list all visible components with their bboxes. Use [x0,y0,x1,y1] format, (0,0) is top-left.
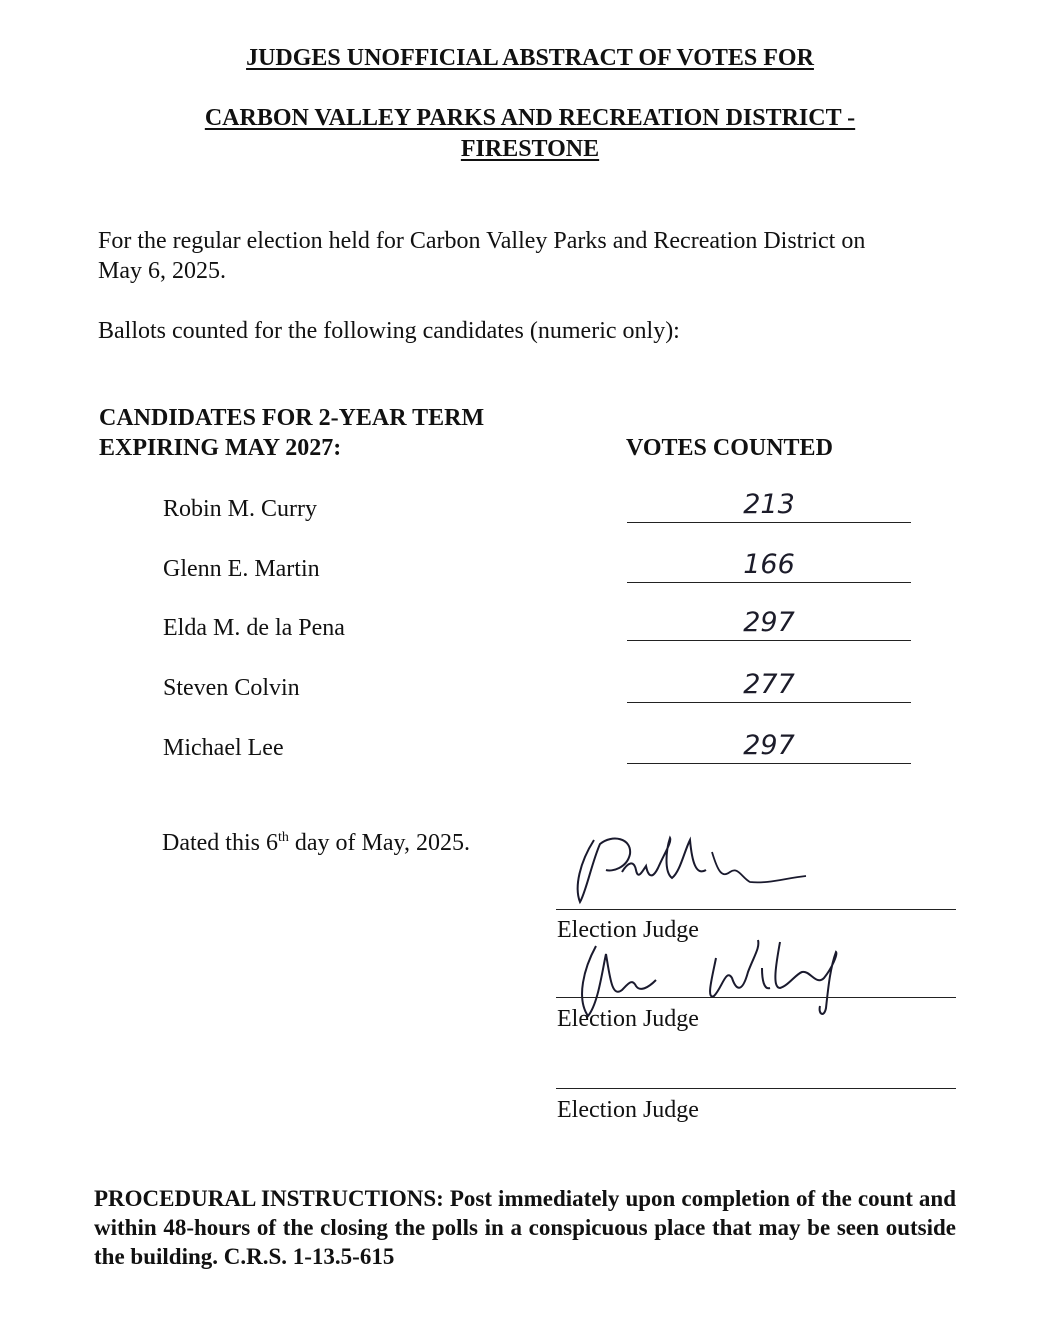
candidate-name: Steven Colvin [163,675,300,701]
vote-line [627,604,911,641]
intro-line2: May 6, 2025. [98,258,226,284]
candidate-name: Michael Lee [163,735,284,761]
election-judge-label-1: Election Judge [557,917,699,943]
dated-suffix: day of May, 2025. [288,830,470,856]
vote-count: 166 [743,549,795,580]
candidates-header-line2: EXPIRING MAY 2027: [99,435,342,461]
vote-line [627,727,911,764]
signature-line-1 [556,909,956,910]
vote-line [627,486,911,523]
ballots-line: Ballots counted for the following candidates (numeric only): [98,318,680,344]
election-judge-label-2: Election Judge [557,1006,699,1032]
signature-line-3 [556,1088,956,1089]
vote-count: 297 [743,607,795,638]
vote-line [627,666,911,703]
intro-line1: For the regular election held for Carbon Valley Parks and Recreation District on [98,228,866,254]
vote-count: 213 [743,489,795,520]
signature-1 [572,832,812,912]
vote-count: 277 [743,669,795,700]
dated-line [162,823,470,858]
candidates-header-line1: CANDIDATES FOR 2-YEAR TERM [99,405,485,431]
candidate-name: Elda M. de la Pena [163,615,345,641]
signature-line-2 [556,997,956,998]
dated-ordinal: th [277,830,289,845]
document-title-line3: FIRESTONE [460,136,600,162]
vote-count: 297 [743,730,795,761]
candidate-name: Robin M. Curry [163,496,318,522]
election-judge-label-3: Election Judge [557,1097,699,1123]
candidate-name: Glenn E. Martin [163,556,320,582]
votes-header: VOTES COUNTED [626,435,833,461]
dated-prefix: Dated this 6 [162,830,278,856]
procedural-instructions: PROCEDURAL INSTRUCTIONS: Post immediately upon completion of the count and within 48-hours of the closing the polls in a conspicuous place that may be seen outside the building. C.R.S. 1-13.5-615 [94,1186,956,1269]
document-title-line1: JUDGES UNOFFICIAL ABSTRACT OF VOTES FOR [246,45,814,71]
vote-line [627,546,911,583]
document-title-line2: CARBON VALLEY PARKS AND RECREATION DISTRICT - [204,105,856,131]
